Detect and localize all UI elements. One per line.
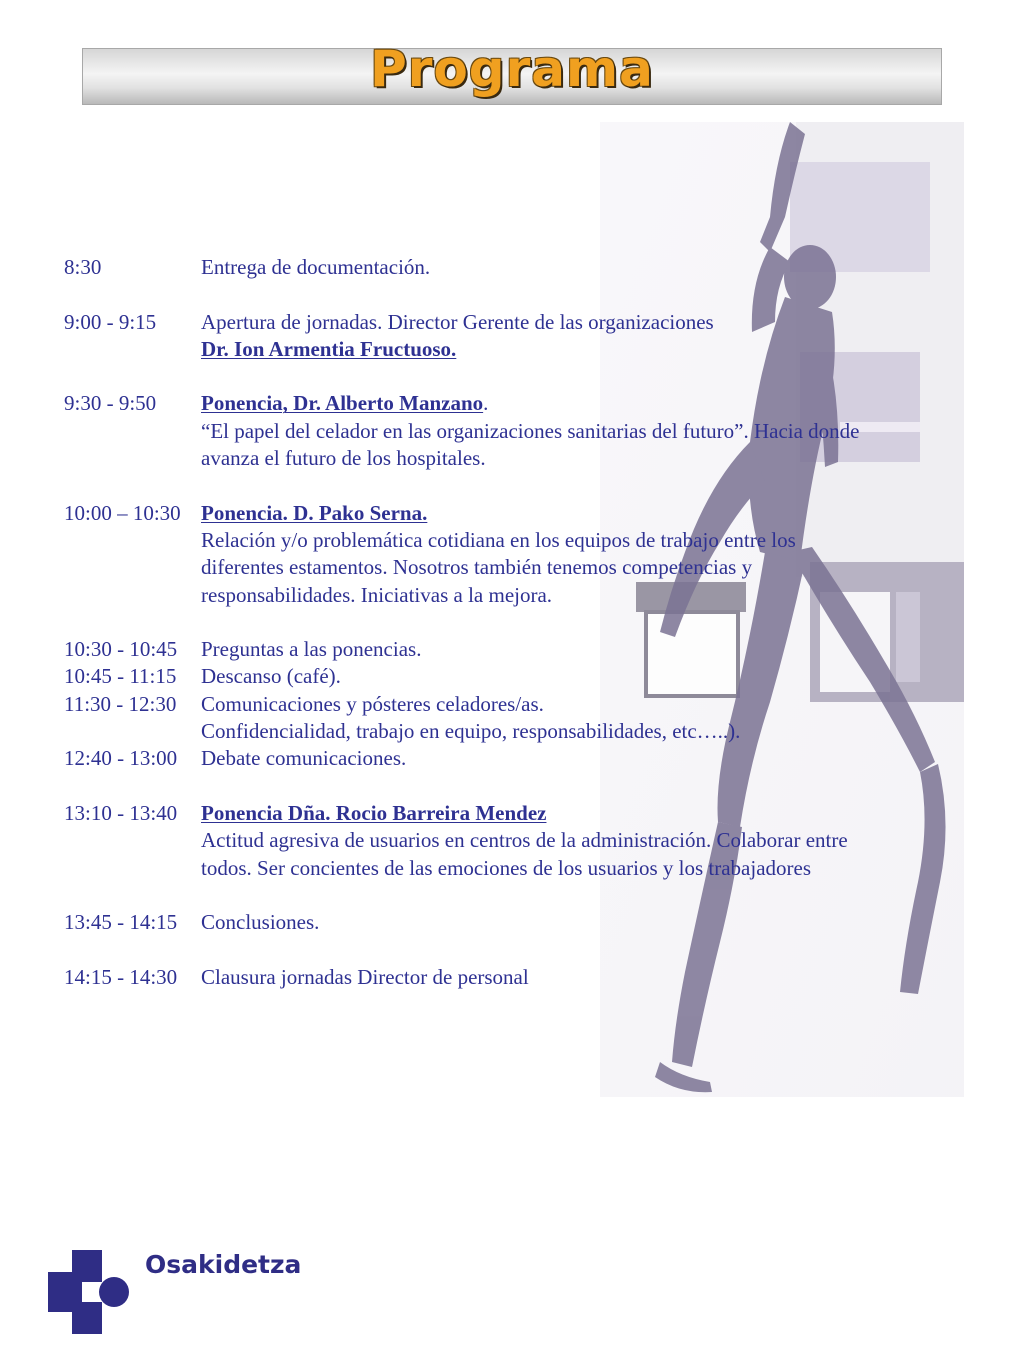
speaker-name: Ponencia, Dr. Alberto Manzano: [201, 391, 484, 416]
schedule-text: Conclusiones.: [201, 910, 320, 935]
schedule-time: 11:30 - 12:30: [64, 691, 177, 716]
schedule-time: 9:30 - 9:50: [64, 391, 157, 416]
schedule-text: Entrega de documentación.: [201, 255, 431, 279]
speaker-name: Dr. Ion Armentia Fructuoso.: [201, 336, 457, 361]
schedule-text: diferentes estamentos. Nosotros también tenemos competencias y: [201, 555, 753, 580]
schedule-time: 10:30 - 10:45: [64, 637, 178, 662]
schedule-item: [64, 309, 964, 364]
page-title: Programa: [370, 40, 654, 98]
schedule-time: 13:10 - 13:40: [64, 800, 178, 825]
schedule-text: “El papel del celador en las organizaciones sanitarias del futuro”. Hacia donde: [201, 418, 860, 443]
schedule-time: 14:15 - 14:30: [64, 964, 178, 989]
schedule-time: 10:00 – 10:30: [64, 500, 181, 525]
schedule-text: responsabilidades. Iniciativas a la mejora.: [201, 582, 553, 607]
osakidetza-logo-icon: [48, 1250, 132, 1334]
schedule-text: todos. Ser concientes de las emociones de los usuarios y los trabajadores: [201, 855, 812, 880]
speaker-name: Ponencia Dña. Rocio Barreira Mendez: [201, 800, 547, 825]
schedule-text: Actitud agresiva de usuarios en centros de la administración. Colaborar entre: [201, 828, 848, 853]
schedule-text: Relación y/o problemática cotidiana en los equipos de trabajo entre los: [201, 527, 796, 552]
schedule-item: [64, 745, 964, 772]
speaker-name: Ponencia. D. Pako Serna.: [201, 500, 428, 525]
schedule-time: 8:30: [64, 255, 102, 279]
schedule-text: Preguntas a las ponencias.: [201, 637, 422, 662]
schedule-text: Confidencialidad, trabajo en equipo, responsabilidades, etc…..).: [201, 719, 741, 744]
schedule-item: [64, 800, 964, 882]
schedule-text: Debate comunicaciones.: [201, 746, 407, 771]
schedule-text: avanza el futuro de los hospitales.: [201, 446, 486, 471]
schedule-time: 9:00 - 9:15: [64, 309, 157, 334]
schedule-time: 12:40 - 13:00: [64, 746, 178, 771]
schedule-item: [64, 691, 964, 746]
schedule-item: 9:30 - 9:50 Ponencia, Dr. Alberto Manzano. “El papel del celador en las organizaciones sanitarias del futuro”. Hacia donde avanza el futuro de los hospitales.: [64, 390, 964, 472]
schedule-text: Comunicaciones y pósteres celadores/as.: [201, 691, 544, 716]
schedule-text: Apertura de jornadas. Director Gerente de las organizaciones: [201, 309, 714, 334]
schedule-item: [64, 500, 964, 609]
schedule-item: [64, 964, 964, 991]
schedule-item: [64, 636, 964, 663]
program-schedule: [64, 254, 964, 991]
schedule-item: [64, 909, 964, 936]
schedule-item: [64, 254, 964, 281]
schedule-item: [64, 663, 964, 690]
schedule-time: 13:45 - 14:15: [64, 910, 178, 935]
schedule-text: Descanso (café).: [201, 664, 341, 689]
schedule-text: Clausura jornadas Director de personal: [201, 964, 529, 989]
brand-name: Osakidetza: [145, 1250, 302, 1279]
schedule-time: 10:45 - 11:15: [64, 664, 177, 689]
